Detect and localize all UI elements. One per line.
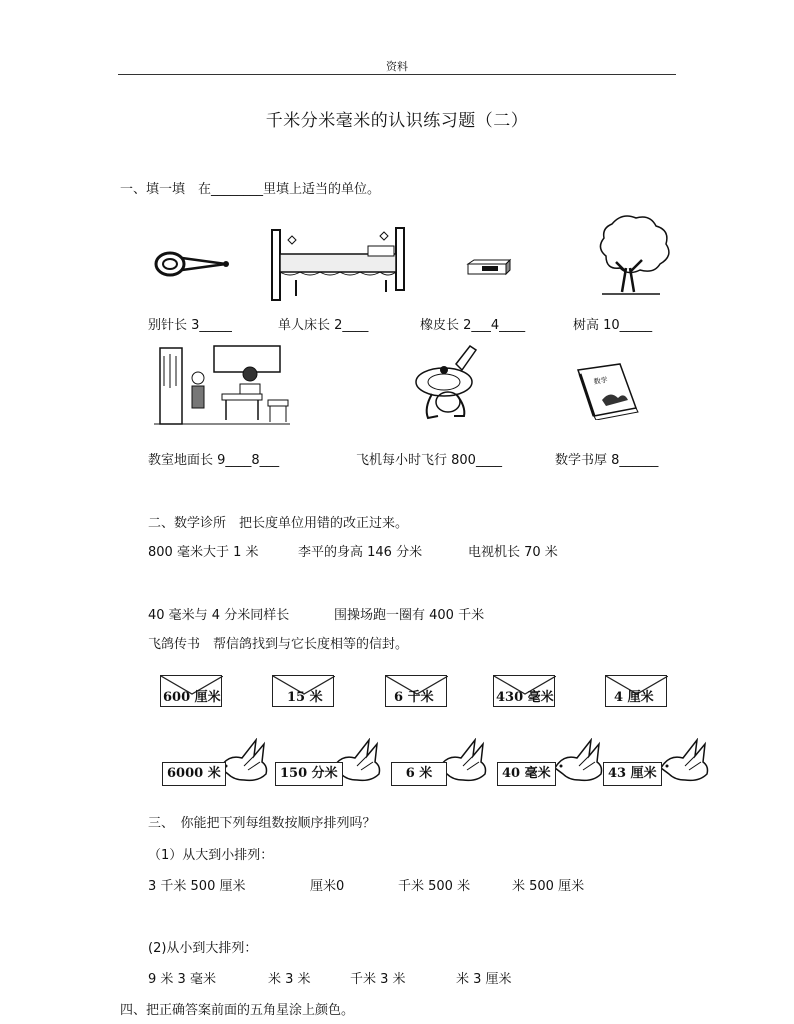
- order-item: 米 3 米: [268, 972, 311, 987]
- envelope-label: 6 千米: [394, 690, 434, 705]
- clinic-item-2: 李平的身高 146 分米: [298, 545, 423, 560]
- eraser-image: [466, 258, 512, 276]
- book-title-text: 数学: [593, 376, 609, 386]
- fill-item-bed: 单人床长 2____: [278, 318, 369, 333]
- clinic-item-1: 800 毫米大于 1 米: [148, 545, 259, 560]
- pigeon-icon: [655, 738, 715, 786]
- math-book-image: [574, 362, 640, 420]
- letter-label: 150 分米: [275, 762, 343, 786]
- section3-sub2: (2)从小到大排列：: [148, 941, 258, 956]
- letter-label: 6000 米: [162, 762, 226, 786]
- pigeon-5: [603, 738, 715, 788]
- envelope-label: 600 厘米: [163, 690, 221, 705]
- header-rule: [118, 74, 676, 75]
- letter-label: 43 厘米: [603, 762, 662, 786]
- envelope-label: 430 毫米: [496, 690, 554, 705]
- section2-heading: 二、数学诊所 把长度单位用错的改正过来。: [148, 516, 409, 531]
- fill-item-airplane: 飞机每小时飞行 800____: [356, 453, 502, 468]
- pigeon-icon: [549, 738, 609, 786]
- clinic-item-5: 围操场跑一圈有 400 千米: [334, 608, 485, 623]
- pigeon-heading: 飞鸽传书 帮信鸽找到与它长度相等的信封。: [148, 637, 409, 652]
- order-item: 9 米 3 毫米: [148, 972, 216, 987]
- section1-heading: 一、填一填 在________里填上适当的单位。: [120, 182, 381, 197]
- pigeon-1: [162, 738, 274, 788]
- order-item: 3 千米 500 厘米: [148, 879, 246, 894]
- clinic-item-4: 40 毫米与 4 分米同样长: [148, 608, 290, 623]
- safety-pin-image: [152, 244, 232, 284]
- section3-sub1: （1）从大到小排列：: [148, 848, 274, 863]
- pigeon-3: [391, 738, 491, 788]
- envelope-label: 15 米: [287, 690, 323, 705]
- fill-item-eraser: 橡皮长 2___4____: [420, 318, 526, 333]
- fill-item-math-book: 数学书厚 8______: [555, 453, 659, 468]
- clinic-item-3: 电视机长 70 米: [468, 545, 558, 560]
- pigeon-2: [275, 738, 387, 788]
- fill-item-tree: 树高 10_____: [573, 318, 653, 333]
- page-title: 千米分米毫米的认识练习题（二）: [265, 111, 529, 131]
- pigeon-4: [497, 738, 609, 788]
- order-item: 厘米0: [310, 879, 345, 894]
- fill-item-safety-pin: 别针长 3_____: [148, 318, 232, 333]
- envelope-5: [605, 675, 667, 707]
- fill-item-classroom: 教室地面长 9____8___: [148, 453, 280, 468]
- tree-image: [582, 212, 674, 298]
- letter-label: 6 米: [391, 762, 447, 786]
- bed-image: [268, 224, 408, 304]
- classroom-image: [154, 342, 290, 428]
- section4-heading: 四、把正确答案前面的五角星涂上颜色。: [120, 1003, 355, 1018]
- order-item: 米 3 厘米: [456, 972, 512, 987]
- order-item: 米 500 厘米: [512, 879, 585, 894]
- letter-label: 40 毫米: [497, 762, 556, 786]
- order-item: 千米 3 米: [350, 972, 406, 987]
- envelope-1: [160, 675, 222, 707]
- page-header: 资料: [386, 60, 408, 73]
- envelope-2: [272, 675, 334, 707]
- section3-heading: 三、 你能把下列每组数按顺序排列吗？: [148, 816, 376, 831]
- order-item: 千米 500 米: [398, 879, 471, 894]
- envelope-3: [385, 675, 447, 707]
- airplane-image: [410, 340, 482, 426]
- envelope-4: [493, 675, 555, 707]
- envelope-label: 4 厘米: [614, 690, 654, 705]
